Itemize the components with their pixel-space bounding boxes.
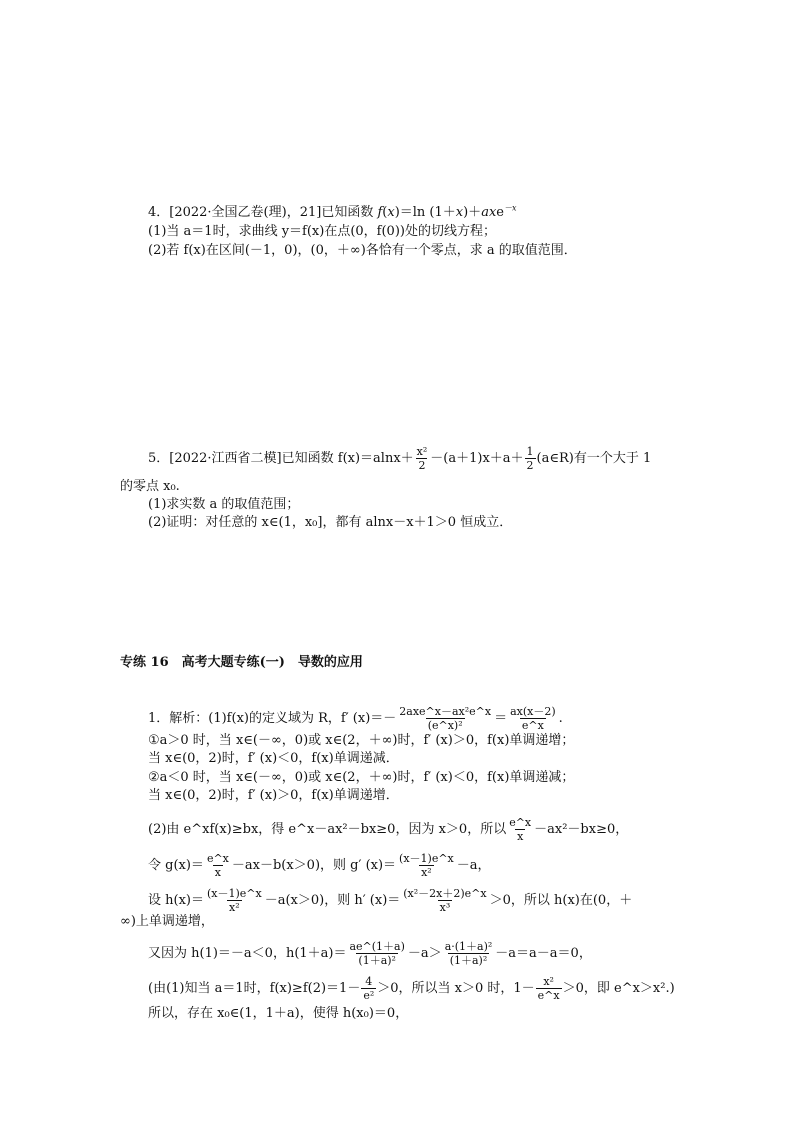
q4-exponent: －x bbox=[503, 203, 517, 213]
q4-text: x bbox=[455, 205, 464, 220]
fraction-denominator: 2 bbox=[526, 459, 534, 472]
fraction-numerator: x² bbox=[416, 445, 428, 458]
q5-fraction bbox=[525, 445, 536, 472]
q4-text: ax bbox=[481, 205, 497, 220]
solution-line-2: ①a＞0 时，当 x∈(－∞，0)或 x∈(2，＋∞)时，f′ (x)＞0，f(x)单调递增； bbox=[148, 733, 575, 748]
fraction-denominator: e² bbox=[363, 989, 375, 1002]
solution-text: 又因为 h(1)＝－a＜0，h(1＋a)＝ bbox=[148, 946, 347, 961]
q4-heading bbox=[148, 205, 517, 221]
fraction-denominator: 2 bbox=[418, 459, 426, 472]
q5-line-2: 的零点 x₀. bbox=[120, 479, 180, 494]
fraction-numerator: a·(1＋a)² bbox=[444, 940, 493, 953]
solution-text: . bbox=[558, 711, 563, 726]
solution-text: －ax²－bx≥0， bbox=[534, 822, 629, 837]
solution-text: (由(1)知当 a＝1时，f(x)≥f(2)＝1－ bbox=[148, 981, 361, 996]
solution-line-1 bbox=[148, 705, 563, 732]
solution-text: 1．解析：(1)f(x)的定义域为 R，f′ (x)＝－ bbox=[148, 711, 397, 726]
solution-fraction bbox=[443, 940, 495, 967]
solution-text: ＞0，所以 h(x)在(0，＋ bbox=[489, 893, 633, 908]
solution-fraction bbox=[397, 705, 493, 732]
q5-part-1: (1)求实数 a 的取值范围； bbox=[148, 497, 300, 512]
solution-fraction bbox=[507, 816, 533, 843]
fraction-numerator: ae^(1＋a) bbox=[349, 940, 405, 953]
section-title: 专练 16 高考大题专练(一) 导数的应用 bbox=[120, 655, 363, 670]
solution-line-10 bbox=[148, 940, 592, 967]
fraction-numerator: (x－1)e^x bbox=[399, 852, 454, 865]
fraction-denominator: x³ bbox=[439, 901, 451, 914]
fraction-denominator: (e^x)² bbox=[427, 719, 463, 732]
fraction-numerator: ax(x－2) bbox=[510, 705, 556, 718]
solution-text: －a， bbox=[456, 858, 491, 873]
q4-text: 4．[2022·全国乙卷(理)，21]已知函数 bbox=[148, 205, 378, 220]
solution-line-6 bbox=[148, 816, 628, 843]
solution-line-9: ∞)上单调递增， bbox=[120, 914, 214, 929]
solution-text: －a＞ bbox=[407, 946, 442, 961]
q4-part-2: (2)若 f(x)在区间(－1，0)，(0，＋∞)各恰有一个零点，求 a 的取值范围． bbox=[148, 243, 577, 258]
fraction-numerator: 4 bbox=[365, 975, 373, 988]
solution-text: (2)由 e^xf(x)≥bx，得 e^x－ax²－bx≥0，因为 x＞0，所以 bbox=[148, 822, 507, 837]
q4-text: )＝ln (1＋ bbox=[394, 205, 456, 220]
solution-text: －ax－b(x＞0)，则 g′ (x)＝ bbox=[231, 858, 397, 873]
solution-line-5: 当 x∈(0，2)时，f′ (x)＞0，f(x)单调递增． bbox=[148, 788, 399, 803]
solution-text: ＞0，所以当 x＞0 时，1－ bbox=[377, 981, 535, 996]
solution-text: 设 h(x)＝ bbox=[148, 893, 204, 908]
q5-heading bbox=[148, 445, 651, 472]
fraction-denominator: x bbox=[214, 866, 222, 879]
solution-fraction bbox=[401, 887, 488, 914]
solution-fraction bbox=[205, 887, 264, 914]
solution-fraction bbox=[361, 975, 376, 1002]
q4-text: x bbox=[387, 205, 395, 220]
q4-part-1: (1)当 a＝1时，求曲线 y＝f(x)在点(0，f(0))处的切线方程； bbox=[148, 224, 496, 239]
q5-part-2: (2)证明：对任意的 x∈(1，x₀]，都有 alnx－x＋1＞0 恒成立． bbox=[148, 515, 513, 530]
fraction-numerator: e^x bbox=[509, 816, 532, 829]
solution-line-4: ②a＜0 时，当 x∈(－∞，0)或 x∈(2，＋∞)时，f′ (x)＜0，f(x)单调递减； bbox=[148, 770, 575, 785]
fraction-numerator: 1 bbox=[526, 445, 534, 458]
q4-text: ( bbox=[382, 205, 388, 220]
q4-text: f bbox=[377, 205, 383, 220]
q4-text: e bbox=[496, 205, 504, 220]
q4-text: )＋ bbox=[463, 205, 482, 220]
fraction-denominator: x² bbox=[229, 901, 240, 914]
fraction-denominator: (1＋a)² bbox=[358, 954, 396, 967]
fraction-denominator: (1＋a)² bbox=[449, 954, 488, 967]
solution-line-7 bbox=[148, 852, 491, 879]
solution-fraction bbox=[397, 852, 456, 879]
solution-text: ＞0，即 e^x＞x².) bbox=[562, 981, 675, 996]
solution-line-3: 当 x∈(0，2)时，f′ (x)＜0，f(x)单调递减． bbox=[148, 751, 399, 766]
solution-fraction bbox=[536, 975, 562, 1002]
solution-fraction bbox=[205, 852, 231, 879]
solution-text: －a＝a－a＝0， bbox=[495, 946, 592, 961]
solution-line-11 bbox=[148, 975, 675, 1002]
fraction-denominator: e^x bbox=[521, 719, 544, 732]
fraction-numerator: 2axe^x－ax²e^x bbox=[399, 705, 492, 718]
solution-text: ＝ bbox=[494, 711, 508, 726]
q5-text: (a∈R)有一个大于 1 bbox=[536, 451, 652, 466]
q5-fraction bbox=[415, 445, 430, 472]
solution-line-8 bbox=[148, 887, 632, 914]
solution-fraction bbox=[508, 705, 558, 732]
q5-text: －(a＋1)x＋a＋ bbox=[430, 451, 524, 466]
fraction-numerator: (x－1)e^x bbox=[206, 887, 262, 900]
solution-fraction bbox=[347, 940, 406, 967]
fraction-denominator: x bbox=[517, 830, 524, 843]
solution-text: 令 g(x)＝ bbox=[148, 858, 204, 873]
solution-line-12: 所以，存在 x₀∈(1，1＋a)，使得 h(x₀)＝0， bbox=[148, 1006, 409, 1021]
solution-text: －a(x＞0)，则 h′ (x)＝ bbox=[264, 893, 401, 908]
fraction-numerator: (x²－2x＋2)e^x bbox=[403, 887, 487, 900]
fraction-denominator: e^x bbox=[537, 989, 560, 1002]
fraction-numerator: x² bbox=[543, 975, 554, 988]
fraction-denominator: x² bbox=[421, 866, 432, 879]
fraction-numerator: e^x bbox=[206, 852, 229, 865]
q5-text: 5．[2022·江西省二模]已知函数 f(x)＝alnx＋ bbox=[148, 451, 414, 466]
